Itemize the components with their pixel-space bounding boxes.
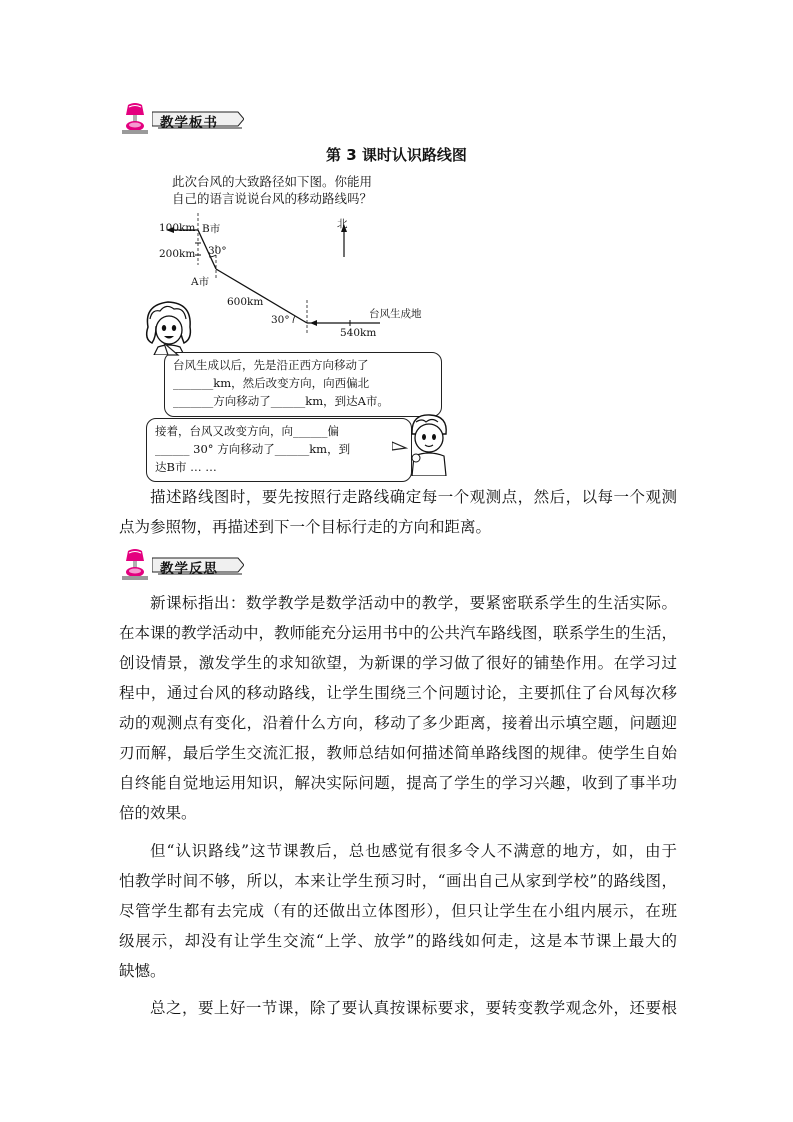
label-600km: 600km [227, 296, 264, 308]
bubble1-line: _______km，然后改变方向，向西偏北 [173, 376, 370, 390]
figure-prompt [172, 173, 412, 207]
label-angle-a: 30° [208, 245, 227, 257]
summary-line: 描述路线图时，要先按照行走路线确定每一个观测点，然后，以每一个观测 [150, 488, 677, 506]
label-540km: 540km [340, 327, 377, 339]
label-city-b: B市 [202, 223, 221, 235]
boy-avatar [404, 412, 452, 476]
label-angle-origin: 30° [271, 314, 290, 326]
bubble1-line: _______方向移动了______km，到达A市。 [173, 394, 389, 408]
summary-line: 点为参照物，再描述到下一个目标行走的方向和距离。 [119, 518, 492, 536]
reflection-line: 刃而解，最后学生交流汇报，教师总结如何描述简单路线图的规律。使学生自始 [119, 744, 677, 762]
reflection-line: 缺憾。 [119, 962, 166, 980]
reflection-line: 总之，要上好一节课，除了要认真按课标要求，要转变教学观念外，还要根 [150, 999, 677, 1017]
bubble2-line: ______ 30° 方向移动了______km，到 [155, 442, 351, 456]
header-tag [152, 109, 244, 129]
prompt-line: 自己的语言说说台风的移动路线吗？ [172, 191, 373, 206]
prompt-line: 此次台风的大致路径如下图。你能用 [172, 174, 373, 189]
reflection-line: 新课标指出：数学教学是数学活动中的教学，要紧密联系学生的生活实际。 [150, 594, 677, 612]
reflection-line: 创设情景，激发学生的求知欲望，为新课的学习做了很好的铺垫作用。在学习过 [119, 654, 677, 672]
header-reflection-label: 教学反思 [160, 561, 218, 577]
section-header-board [118, 102, 243, 136]
reflection-line: 尽管学生都有去完成（有的还做出立体图形），但只让学生在小组内展示，在班 [119, 902, 677, 920]
bubble1-tail [160, 343, 184, 357]
reflection-line: 自终能自觉地运用知识，解决实际问题，提高了学生的学习兴趣，收到了事半功 [119, 774, 677, 792]
lesson-title: 第 3 课时认识路线图 [326, 146, 467, 164]
bubble1-line: 台风生成以后，先是沿正西方向移动了 [173, 358, 369, 372]
reflection-line: 程中，通过台风的移动路线，让学生围绕三个问题讨论，主要抓住了台风每次移 [119, 684, 677, 702]
speech-bubble-boy [146, 418, 412, 482]
label-origin: 台风生成地 [369, 308, 422, 320]
section-header-reflection [118, 548, 243, 582]
bubble2-tail [392, 440, 408, 454]
reflection-paragraph-1 [119, 588, 677, 828]
bubble2-line: 达B市 … … [155, 460, 217, 474]
speech-bubble-girl [164, 352, 442, 417]
lamp-icon [118, 102, 154, 136]
summary-paragraph [119, 482, 677, 542]
reflection-line: 在本课的教学活动中，教师能充分运用书中的公共汽车路线图，联系学生的生活， [119, 624, 678, 642]
header-tag [152, 555, 244, 575]
reflection-line: 倍的效果。 [119, 804, 197, 822]
reflection-paragraph-2 [119, 836, 677, 986]
reflection-line: 怕教学时间不够，所以，本来让学生预习时，“画出自己从家到学校”的路线图， [119, 872, 677, 890]
label-100km: 100km [159, 222, 196, 234]
reflection-line: 但“认识路线”这节课教后，总也感觉有很多令人不满意的地方，如，由于 [150, 842, 677, 860]
label-200km: 200km [159, 248, 196, 260]
label-city-a: A市 [191, 276, 210, 288]
reflection-line: 动的观测点有变化，沿着什么方向，移动了多少距离，接着出示填空题，问题迎 [119, 714, 677, 732]
header-board-label: 教学板书 [160, 115, 218, 131]
lamp-icon [118, 548, 154, 582]
reflection-line: 级展示，却没有让学生交流“上学、放学”的路线如何走，这是本节课上最大的 [119, 932, 677, 950]
reflection-paragraph-3 [119, 993, 677, 1023]
label-north: 北 [337, 218, 348, 230]
bubble2-line: 接着，台风又改变方向，向______偏 [155, 424, 339, 438]
